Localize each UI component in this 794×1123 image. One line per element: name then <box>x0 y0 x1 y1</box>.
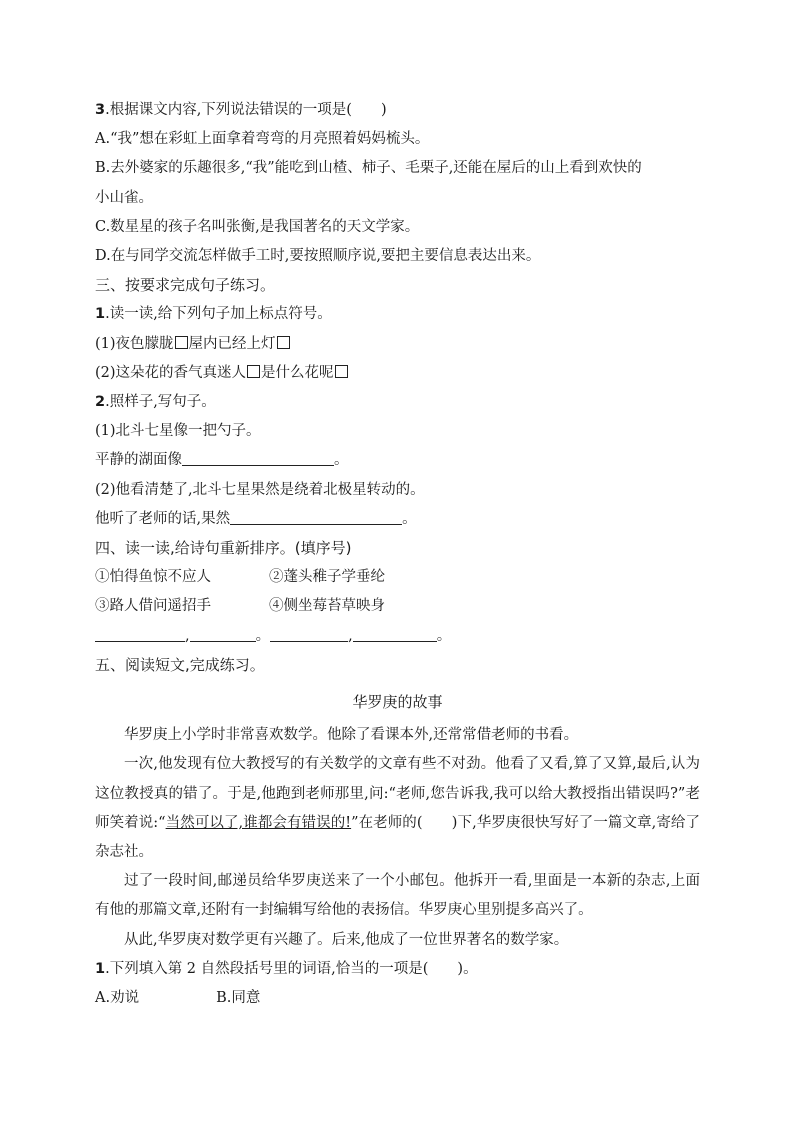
answer-blank[interactable] <box>95 625 185 642</box>
passage-paragraph-3: 过了一段时间,邮递员给华罗庚送来了一个小邮包。他拆开一看,里面是一本新的杂志,上面有他的那篇文章,还附有一封编辑写给他的表扬信。华罗庚心里别提多高兴了。 <box>95 873 700 919</box>
sec5-q1-stem: 1.下列填入第 2 自然段括号里的词语,恰当的一项是( )。 <box>95 960 478 977</box>
poem-row-2: ③路人借问遥招手 ④侧坐莓苔草映身 <box>95 598 385 615</box>
sec3-q2-stem: 2.照样子,写句子。 <box>95 394 216 411</box>
answer-blank[interactable] <box>353 625 437 642</box>
section-5-heading: 五、阅读短文,完成练习。 <box>95 655 265 674</box>
passage-paragraph-4: 从此,华罗庚对数学更有兴趣了。后来,他成了一位世界著名的数学家。 <box>124 931 569 948</box>
passage-paragraph-1: 华罗庚上小学时非常喜欢数学。他除了看课本外,还常常借老师的书看。 <box>124 727 579 744</box>
worksheet-page <box>95 96 700 1013</box>
sec5-q1-options: A.劝说 B.同意 <box>95 990 261 1007</box>
punctuation-box[interactable] <box>175 336 188 349</box>
passage-title: 华罗庚的故事 <box>352 693 443 712</box>
punctuation-sentence-2: (2)这朵花的香气真迷人 是什么花呢 <box>95 359 700 388</box>
sec3-q1-stem: 1.读一读,给下列句子加上标点符号。 <box>95 306 332 323</box>
fill-sentence-1: 平静的湖面像 。 <box>95 446 700 475</box>
q3-option-d: D.在与同学交流怎样做手工时,要按照顺序说,要把主要信息表达出来。 <box>95 248 541 265</box>
punctuation-box[interactable] <box>247 365 260 378</box>
q3-option-b: B.去外婆家的乐趣很多,“我”能吃到山楂、柿子、毛栗子,还能在屋后的山上看到欢快的 <box>95 160 642 177</box>
example-sentence-2: (2)他看清楚了,北斗七星果然是绕着北极星转动的。 <box>95 481 425 498</box>
section-4-heading: 四、读一读,给诗句重新排序。(填序号) <box>95 539 352 558</box>
answer-blank[interactable] <box>190 625 256 642</box>
q3-option-b-cont: 小山雀。 <box>95 189 153 206</box>
poem-order-answer: , 。 , 。 <box>95 622 700 651</box>
punctuation-box[interactable] <box>277 336 290 349</box>
section-3-heading: 三、按要求完成句子练习。 <box>95 276 276 295</box>
punctuation-box[interactable] <box>335 365 348 378</box>
answer-blank[interactable] <box>182 449 334 466</box>
fill-sentence-2: 他听了老师的话,果然 。 <box>95 505 700 534</box>
punctuation-sentence-1: (1)夜色朦胧 屋内已经上灯 <box>95 330 700 359</box>
q3-option-a: A.“我”想在彩虹上面拿着弯弯的月亮照着妈妈梳头。 <box>95 131 430 148</box>
answer-blank[interactable] <box>270 625 348 642</box>
q3-stem: 3.根据课文内容,下列说法错误的一项是( ) <box>95 102 387 118</box>
answer-blank[interactable] <box>230 508 402 525</box>
passage-paragraph-2: 一次,他发现有位大教授写的有关数学的文章有些不对劲。他看了又看,算了又算,最后,认为这位教授真的错了。于是,他跑到老师那里,问:“老师,您告诉我,我可以给大教授指出错误吗?”老师笑着说:“当然可以了,谁都会有错误的!”在老师的( )下,华罗庚很快写好了一篇文章,寄给了杂志社。 <box>95 756 700 861</box>
poem-row-1: ①怕得鱼惊不应人 ②蓬头稚子学垂纶 <box>95 569 385 586</box>
q3-option-c: C.数星星的孩子名叫张衡,是我国著名的天文学家。 <box>95 218 420 235</box>
example-sentence-1: (1)北斗七星像一把勺子。 <box>95 423 261 440</box>
